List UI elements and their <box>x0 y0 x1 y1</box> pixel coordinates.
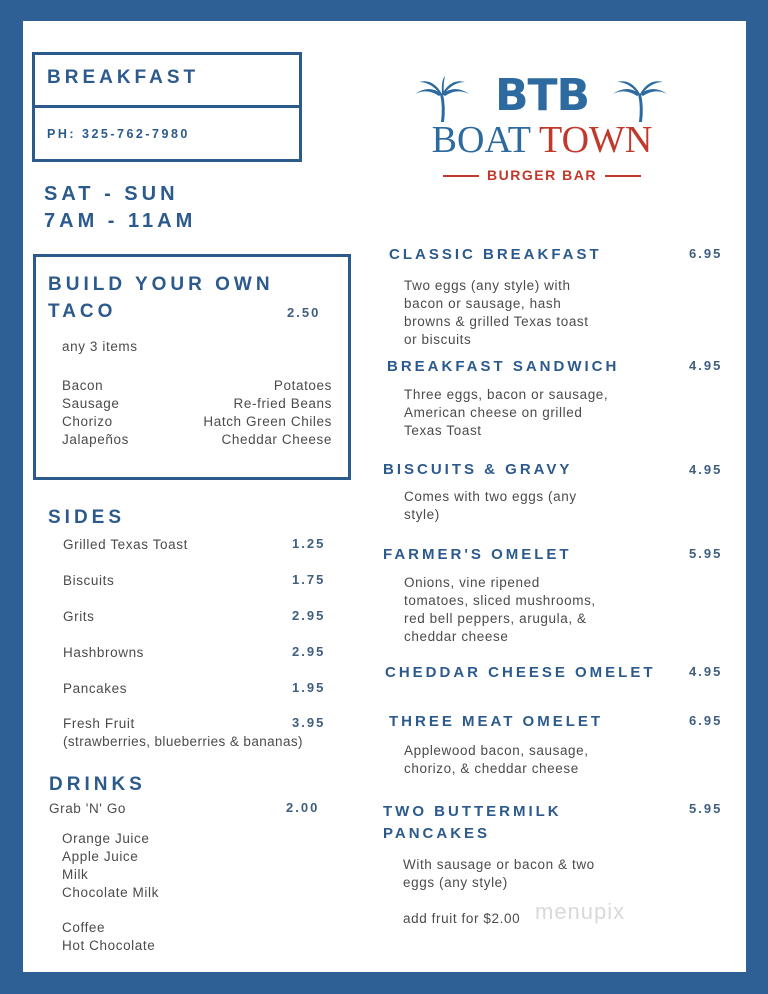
main-item-price: 6.95 <box>689 713 723 728</box>
main-item-price: 5.95 <box>689 801 723 816</box>
title-box <box>32 52 302 108</box>
logo-name <box>411 120 673 160</box>
menu-page <box>23 21 746 972</box>
taco-option-row <box>62 431 332 449</box>
drink-list <box>62 830 159 902</box>
menu-title: BREAKFAST <box>47 67 200 88</box>
main-item-name: BREAKFAST SANDWICH <box>387 358 620 375</box>
drink-item: Hot Chocolate <box>62 938 156 953</box>
main-item-name: FARMER'S OMELET <box>383 546 572 563</box>
drink-item: Milk <box>62 867 89 882</box>
palm-tree-icon <box>415 76 469 122</box>
main-item-name: THREE MEAT OMELET <box>389 713 604 730</box>
side-item-note: (strawberries, blueberries & bananas) <box>63 734 303 749</box>
main-item-price: 5.95 <box>689 546 723 561</box>
taco-title-line2: TACO <box>48 301 117 322</box>
desc-line: red bell peppers, arugula, & <box>404 611 587 626</box>
taco-price: 2.50 <box>287 305 321 320</box>
watermark: menupix <box>535 899 626 924</box>
main-item-desc <box>404 277 589 349</box>
desc-line: eggs (any style) <box>403 875 508 890</box>
side-item-name: Pancakes <box>63 681 128 696</box>
main-item-extra: add fruit for $2.00 <box>403 911 521 926</box>
taco-option-row <box>62 395 332 413</box>
taco-option: Sausage <box>62 396 120 411</box>
drinks-title: DRINKS <box>49 774 146 795</box>
main-item-desc <box>404 574 596 646</box>
taco-option: Re-fried Beans <box>233 396 332 411</box>
taco-option: Jalapeños <box>62 432 129 447</box>
taco-title-line1: BUILD YOUR OWN <box>48 274 274 295</box>
side-item-price: 1.75 <box>292 572 326 587</box>
logo-name-town: TOWN <box>539 119 653 161</box>
taco-option-row <box>62 377 332 395</box>
desc-line: chorizo, & cheddar cheese <box>404 761 579 776</box>
desc-line: bacon or sausage, hash <box>404 296 562 311</box>
sides-title: SIDES <box>48 507 126 528</box>
side-item-name: Hashbrowns <box>63 645 145 660</box>
desc-line: Texas Toast <box>404 423 482 438</box>
desc-line: or biscuits <box>404 332 472 347</box>
taco-option: Cheddar Cheese <box>221 432 332 447</box>
side-item-name: Grilled Texas Toast <box>63 537 188 552</box>
main-item-name: TWO BUTTERMILK <box>383 803 562 820</box>
logo <box>411 70 673 184</box>
drinks-price: 2.00 <box>286 800 320 815</box>
taco-option: Hatch Green Chiles <box>203 414 332 429</box>
side-item-name: Fresh Fruit <box>63 716 135 731</box>
main-item-name: BISCUITS & GRAVY <box>383 461 573 478</box>
taco-options <box>62 377 332 449</box>
desc-line: With sausage or bacon & two <box>403 857 595 872</box>
palm-tree-icon <box>613 81 667 122</box>
side-item-price: 1.95 <box>292 680 326 695</box>
desc-line: Applewood bacon, sausage, <box>404 743 589 758</box>
side-item-price: 2.95 <box>292 608 326 623</box>
logo-monogram: BTB <box>494 70 590 121</box>
desc-line: Two eggs (any style) with <box>404 278 571 293</box>
desc-line: Three eggs, bacon or sausage, <box>404 387 609 402</box>
side-item-price: 1.25 <box>292 536 326 551</box>
taco-option: Chorizo <box>62 414 113 429</box>
taco-option: Potatoes <box>273 378 332 393</box>
drink-item: Chocolate Milk <box>62 885 159 900</box>
side-item-price: 3.95 <box>292 715 326 730</box>
taco-option-row <box>62 413 332 431</box>
drink-item: Orange Juice <box>62 831 150 846</box>
main-item-name: PANCAKES <box>383 825 491 842</box>
taco-box <box>33 254 351 480</box>
hot-drink-list <box>62 919 155 955</box>
logo-subtitle: BURGER BAR <box>487 167 597 183</box>
phone-box <box>32 105 302 162</box>
desc-line: American cheese on grilled <box>404 405 583 420</box>
desc-line: cheddar cheese <box>404 629 509 644</box>
phone-number: PH: 325-762-7980 <box>47 127 190 141</box>
days: SAT - SUN <box>44 183 179 205</box>
desc-line: style) <box>404 507 440 522</box>
main-item-price: 6.95 <box>689 246 723 261</box>
main-item-price: 4.95 <box>689 664 723 679</box>
main-item-desc <box>403 856 595 892</box>
desc-line: tomatoes, sliced mushrooms, <box>404 593 596 608</box>
desc-line: Comes with two eggs (any <box>404 489 577 504</box>
desc-line: browns & grilled Texas toast <box>404 314 589 329</box>
side-item-name: Grits <box>63 609 95 624</box>
desc-line: Onions, vine ripened <box>404 575 540 590</box>
side-item-price: 2.95 <box>292 644 326 659</box>
main-item-name: CHEDDAR CHEESE OMELET <box>385 664 656 681</box>
main-item-price: 4.95 <box>689 358 723 373</box>
drink-item: Coffee <box>62 920 106 935</box>
taco-note: any 3 items <box>62 339 138 354</box>
main-item-name: CLASSIC BREAKFAST <box>389 246 602 263</box>
drink-item: Apple Juice <box>62 849 139 864</box>
main-item-price: 4.95 <box>689 462 723 477</box>
main-item-desc <box>404 488 577 524</box>
drinks-subtitle: Grab 'N' Go <box>49 801 127 816</box>
hours: 7AM - 11AM <box>44 210 197 232</box>
taco-option: Bacon <box>62 378 104 393</box>
logo-name-boat: BOAT <box>431 119 531 161</box>
main-item-desc <box>404 386 608 440</box>
side-item-name: Biscuits <box>63 573 115 588</box>
main-item-desc <box>404 742 589 778</box>
